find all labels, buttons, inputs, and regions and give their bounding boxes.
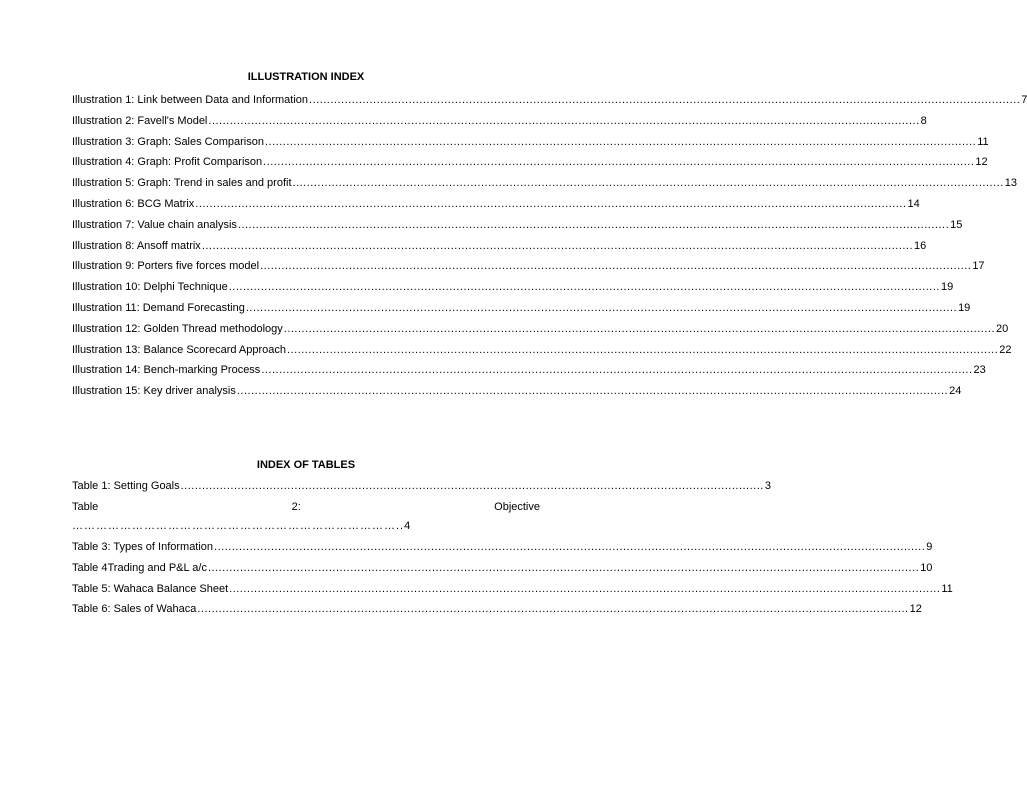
toc-entry-page: 16 <box>914 239 927 252</box>
leader-dots: ........................................................................................................................................................................................................ <box>229 582 941 595</box>
toc-entry-page: 12 <box>909 603 922 616</box>
toc-entry-page: 22 <box>999 343 1012 356</box>
toc-entry-page: 23 <box>973 364 986 377</box>
leader-dots: ........................................................................................................................................................................................................ <box>309 94 1021 106</box>
leader-dots: ........................................................................................................................................................................................................ <box>283 322 995 335</box>
toc-entry-text: Illustration 8: Ansoff matrix <box>72 239 201 252</box>
toc-entry-text: Illustration 6: BCG Matrix <box>72 198 195 210</box>
toc-entry-text: Illustration 9: Porters five forces model <box>72 260 260 273</box>
leader-dots: ........................................................................................................................................................................................................ <box>197 603 909 616</box>
leader-dots: ........................................................................................................................................................................................................ <box>214 541 926 553</box>
toc-entry-text: Illustration 11: Demand Forecasting <box>72 302 245 314</box>
table2-leader-line <box>72 520 411 532</box>
leader-dots: ........................................................................................................................................................................................................ <box>263 156 975 169</box>
toc-entry-text: Illustration 14: Bench-marking Process <box>72 364 261 377</box>
illustration-index-title: ILLUSTRATION INDEX <box>247 71 365 83</box>
toc-entry-text: Illustration 12: Golden Thread methodology <box>72 322 283 335</box>
toc-entry-page: 8 <box>920 114 927 127</box>
toc-entry-text: Table 4Trading and P&L a/c <box>72 561 207 574</box>
toc-entry-text: Illustration 3: Graph: Sales Comparison <box>72 135 264 148</box>
toc-entry-table-1[interactable] <box>72 480 771 494</box>
toc-entry-text: Illustration 7: Value chain analysis <box>72 218 237 231</box>
toc-entry-text: Table 3: Types of Information <box>72 541 214 553</box>
toc-entry-table-4[interactable] <box>72 603 922 617</box>
toc-entry-page: 13 <box>1004 177 1017 190</box>
toc-entry-table-2[interactable] <box>72 561 933 576</box>
leader-dots: ........................................................................................................................................................................................................ <box>208 114 920 127</box>
toc-entry-page: 7 <box>1021 94 1027 106</box>
leader-dots: ........................................................................................................................................................................................................ <box>228 281 940 294</box>
toc-entry-page: 19 <box>940 281 954 294</box>
toc-entry-page: 3 <box>764 480 771 492</box>
toc-entry-illustration-2[interactable] <box>72 114 927 129</box>
table2-word-objective: Objective <box>494 501 540 513</box>
toc-entry-text: Table 5: Wahaca Balance Sheet <box>72 582 229 595</box>
toc-entry-table-2[interactable] <box>72 501 540 513</box>
toc-entry-page: 19 <box>958 302 971 314</box>
toc-entry-illustration-11[interactable] <box>72 302 971 316</box>
toc-entry-page: 24 <box>949 385 962 398</box>
toc-entry-illustration-3[interactable] <box>72 135 989 150</box>
leader-dots: ........................................................................................................................................................................................................ <box>195 198 907 210</box>
leader-dots: ........................................................................................................................................................................................................ <box>236 385 949 398</box>
toc-entry-illustration-9[interactable] <box>72 260 985 274</box>
toc-entry-page: 12 <box>975 156 988 169</box>
toc-entry-page: 4 <box>404 520 412 532</box>
leader-dots: ........................................................................................................................................................................................................ <box>207 561 920 574</box>
leader-dots: ........................................................................................................................................................................................................ <box>287 343 999 356</box>
toc-entry-illustration-12[interactable] <box>72 322 1009 337</box>
leader-dots: .................................................................................................................................................................... <box>180 480 764 492</box>
toc-entry-text: Illustration 5: Graph: Trend in sales and profit <box>72 177 292 190</box>
toc-entry-illustration-15[interactable] <box>72 385 962 399</box>
toc-entry-page: 17 <box>972 260 985 273</box>
toc-entry-page: 15 <box>950 218 963 231</box>
toc-entry-page: 14 <box>907 198 920 210</box>
leader-dots: ........................................................................................................................................................................................................ <box>260 260 972 273</box>
toc-entry-page: 10 <box>920 561 933 574</box>
toc-entry-illustration-5[interactable] <box>72 177 1017 191</box>
toc-entry-illustration-6[interactable] <box>72 198 920 212</box>
leader-dots: ........................................................................................................................................................................................................ <box>201 239 914 252</box>
leader-dots: ........................................................................................................................................................................................................ <box>237 218 950 231</box>
toc-entry-illustration-4[interactable] <box>72 156 988 170</box>
table2-word-table: Table <box>72 501 99 513</box>
index-of-tables-title: INDEX OF TABLES <box>256 459 356 471</box>
toc-entry-text: Illustration 10: Delphi Technique <box>72 281 228 294</box>
leader-dots: ........................................................................................................................................................................................................ <box>245 302 958 314</box>
toc-entry-text: Illustration 4: Graph: Profit Comparison <box>72 156 263 169</box>
leader-dots: ........................................................................................................................................................................................................ <box>261 364 973 377</box>
toc-entry-text: Illustration 1: Link between Data and Information <box>72 94 309 106</box>
toc-entry-illustration-13[interactable] <box>72 343 1012 358</box>
toc-entry-text: Illustration 13: Balance Scorecard Approach <box>72 343 287 356</box>
toc-entry-illustration-10[interactable] <box>72 281 954 295</box>
toc-entry-illustration-7[interactable] <box>72 218 963 233</box>
toc-entry-page: 9 <box>926 541 933 553</box>
toc-entry-text: Table 6: Sales of Wahaca <box>72 603 197 616</box>
toc-entry-text: Table 1: Setting Goals <box>72 480 180 492</box>
leader-dots: ........................................................................................................................................................................................................ <box>292 177 1004 190</box>
leader-dots: ……………………………………………………………………….. <box>72 520 405 532</box>
toc-entry-illustration-1[interactable] <box>72 94 1027 108</box>
table2-word-number: 2: <box>291 501 301 513</box>
toc-entry-text: Illustration 2: Favell's Model <box>72 114 208 127</box>
toc-entry-illustration-8[interactable] <box>72 239 927 254</box>
toc-entry-table-1[interactable] <box>72 541 933 555</box>
toc-entry-table-3[interactable] <box>72 582 953 597</box>
toc-entry-page: 11 <box>941 582 953 595</box>
leader-dots: ........................................................................................................................................................................................................ <box>264 135 977 148</box>
toc-entry-illustration-14[interactable] <box>72 364 986 378</box>
toc-entry-page: 20 <box>996 322 1009 335</box>
toc-entry-page: 11 <box>977 135 989 148</box>
toc-entry-text: Illustration 15: Key driver analysis <box>72 385 236 398</box>
